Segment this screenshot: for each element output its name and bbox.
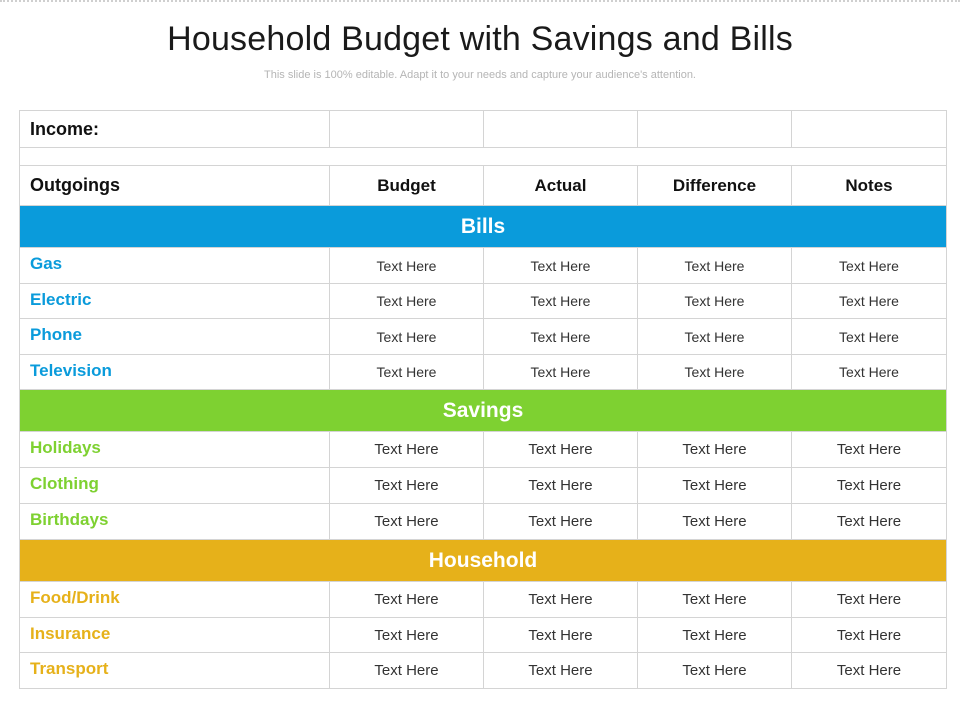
table-cell[interactable]: Text Here bbox=[484, 618, 638, 653]
table-cell[interactable]: Text Here bbox=[330, 504, 484, 540]
row-label-birthdays: Birthdays bbox=[20, 504, 330, 540]
income-cell-actual[interactable] bbox=[484, 111, 638, 148]
table-cell[interactable]: Text Here bbox=[638, 653, 792, 689]
outgoings-label: Outgoings bbox=[20, 166, 330, 206]
table-cell[interactable]: Text Here bbox=[638, 468, 792, 504]
table-cell[interactable]: Text Here bbox=[792, 248, 947, 284]
table-cell[interactable]: Text Here bbox=[484, 355, 638, 390]
row-label-gas: Gas bbox=[20, 248, 330, 284]
row-label-electric: Electric bbox=[20, 284, 330, 319]
table-cell[interactable]: Text Here bbox=[484, 284, 638, 319]
table-cell[interactable]: Text Here bbox=[792, 355, 947, 390]
table-cell[interactable]: Text Here bbox=[638, 504, 792, 540]
table-row bbox=[20, 582, 947, 618]
income-label: Income: bbox=[20, 111, 330, 148]
table-row bbox=[20, 468, 947, 504]
top-dotted-rule bbox=[0, 0, 960, 2]
table-cell[interactable]: Text Here bbox=[330, 284, 484, 319]
column-header-notes: Notes bbox=[792, 166, 947, 206]
page-title: Household Budget with Savings and Bills bbox=[167, 20, 793, 58]
table-cell[interactable]: Text Here bbox=[792, 653, 947, 689]
section-header-bills: Bills bbox=[20, 206, 947, 248]
table-cell[interactable]: Text Here bbox=[484, 248, 638, 284]
table-row bbox=[20, 284, 947, 319]
table-cell[interactable]: Text Here bbox=[638, 284, 792, 319]
table-cell[interactable]: Text Here bbox=[330, 618, 484, 653]
table-cell[interactable]: Text Here bbox=[638, 618, 792, 653]
section-savings bbox=[20, 390, 947, 432]
spacer-cell bbox=[20, 148, 947, 166]
income-cell-notes[interactable] bbox=[792, 111, 947, 148]
row-label-insurance: Insurance bbox=[20, 618, 330, 653]
column-header-difference: Difference bbox=[638, 166, 792, 206]
table-row bbox=[20, 248, 947, 284]
row-label-phone: Phone bbox=[20, 319, 330, 355]
table-row bbox=[20, 355, 947, 390]
table-cell[interactable]: Text Here bbox=[484, 432, 638, 468]
table-cell[interactable]: Text Here bbox=[792, 284, 947, 319]
table-row bbox=[20, 319, 947, 355]
table-cell[interactable]: Text Here bbox=[330, 248, 484, 284]
column-header-row bbox=[20, 166, 947, 206]
table-cell[interactable]: Text Here bbox=[484, 582, 638, 618]
table-cell[interactable]: Text Here bbox=[638, 582, 792, 618]
section-header-household: Household bbox=[20, 540, 947, 582]
row-label-food-drink: Food/Drink bbox=[20, 582, 330, 618]
row-label-clothing: Clothing bbox=[20, 468, 330, 504]
budget-table bbox=[19, 110, 947, 689]
table-row bbox=[20, 618, 947, 653]
row-label-holidays: Holidays bbox=[20, 432, 330, 468]
row-label-television: Television bbox=[20, 355, 330, 390]
section-bills bbox=[20, 206, 947, 248]
table-cell[interactable]: Text Here bbox=[330, 319, 484, 355]
column-header-actual: Actual bbox=[484, 166, 638, 206]
table-cell[interactable]: Text Here bbox=[638, 355, 792, 390]
table-cell[interactable]: Text Here bbox=[792, 468, 947, 504]
section-header-savings: Savings bbox=[20, 390, 947, 432]
table-cell[interactable]: Text Here bbox=[484, 319, 638, 355]
section-household bbox=[20, 540, 947, 582]
table-cell[interactable]: Text Here bbox=[330, 653, 484, 689]
income-cell-budget[interactable] bbox=[330, 111, 484, 148]
table-cell[interactable]: Text Here bbox=[330, 355, 484, 390]
table-cell[interactable]: Text Here bbox=[638, 432, 792, 468]
table-cell[interactable]: Text Here bbox=[330, 582, 484, 618]
spacer-row bbox=[20, 148, 947, 166]
table-cell[interactable]: Text Here bbox=[484, 653, 638, 689]
page-subtitle: This slide is 100% editable. Adapt it to your needs and capture your audience's attention. bbox=[264, 69, 696, 81]
table-row bbox=[20, 504, 947, 540]
table-cell[interactable]: Text Here bbox=[484, 504, 638, 540]
table-cell[interactable]: Text Here bbox=[792, 319, 947, 355]
table-row bbox=[20, 653, 947, 689]
table-row bbox=[20, 432, 947, 468]
column-header-budget: Budget bbox=[330, 166, 484, 206]
table-cell[interactable]: Text Here bbox=[330, 432, 484, 468]
table-cell[interactable]: Text Here bbox=[792, 432, 947, 468]
row-label-transport: Transport bbox=[20, 653, 330, 689]
table-cell[interactable]: Text Here bbox=[792, 618, 947, 653]
income-row bbox=[20, 111, 947, 148]
table-cell[interactable]: Text Here bbox=[638, 248, 792, 284]
table-cell[interactable]: Text Here bbox=[330, 468, 484, 504]
table-cell[interactable]: Text Here bbox=[638, 319, 792, 355]
income-cell-difference[interactable] bbox=[638, 111, 792, 148]
table-cell[interactable]: Text Here bbox=[792, 582, 947, 618]
table-cell[interactable]: Text Here bbox=[792, 504, 947, 540]
table-cell[interactable]: Text Here bbox=[484, 468, 638, 504]
